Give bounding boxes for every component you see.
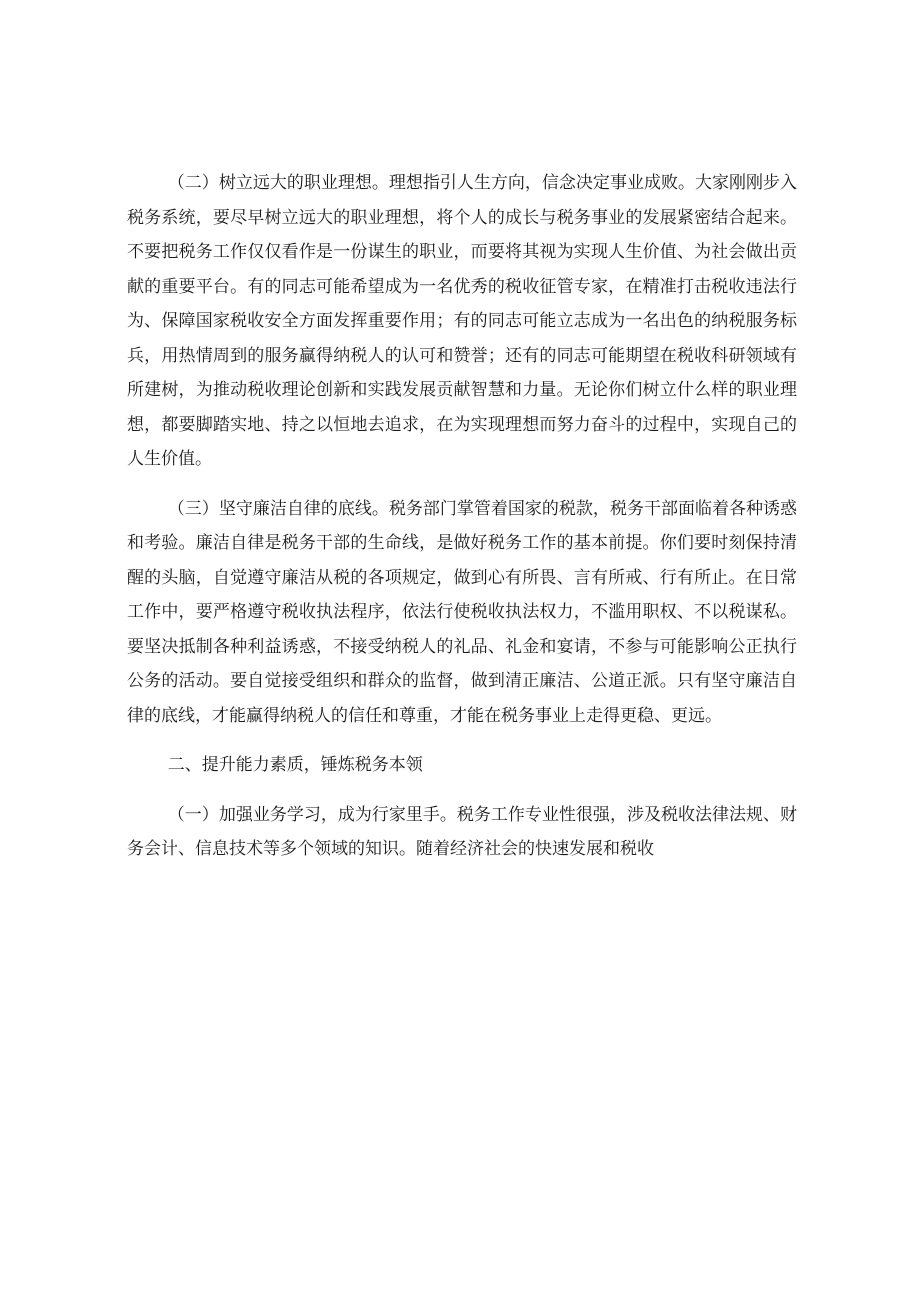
section-heading: 二、提升能力素质，锤炼税务本领 xyxy=(167,755,423,775)
document-body xyxy=(127,166,797,882)
paragraph-business-study: （一）加强业务学习，成为行家里手。税务工作专业性很强，涉及税收法律法规、财务会计、信息技术等多个领域的知识。随着经济社会的快速发展和税收 xyxy=(127,804,797,859)
paragraph-career-ideal: （二）树立远大的职业理想。理想指引人生方向，信念决定事业成败。大家刚刚步入税务系统，要尽早树立远大的职业理想，将个人的成长与税务事业的发展紧密结合起来。不要把税务工作仅仅看作是一份谋生的职业，而要将其视为实现人生价值、为社会做出贡献的重要平台。有的同志可能希望成为一名优秀的税收征管专家，在精准打击税收违法行为、保障国家税收安全方面发挥重要作用；有的同志可能立志成为一名出色的纳税服务标兵，用热情周到的服务赢得纳税人的认可和赞誉；还有的同志可能期望在税收科研领域有所建树，为推动税收理论创新和实践发展贡献智慧和力量。无论你们树立什么样的职业理想，都要脚踏实地、持之以恒地去追求，在为实现理想而努力奋斗的过程中，实现自己的人生价值。 xyxy=(127,173,797,469)
paragraph-integrity: （三）坚守廉洁自律的底线。税务部门掌管着国家的税款，税务干部面临着各种诱惑和考验。廉洁自律是税务干部的生命线，是做好税务工作的基本前提。你们要时刻保持清醒的头脑，自觉遵守廉洁从税的各项规定，做到心有所畏、言有所戒、行有所止。在日常工作中，要严格遵守税收执法程序，依法行使税收执法权力，不滥用职权、不以税谋私。要坚决抵制各种利益诱惑，不接受纳税人的礼品、礼金和宴请，不参与可能影响公正执行公务的活动。要自觉接受组织和群众的监督，做到清正廉洁、公道正派。只有坚守廉洁自律的底线，才能赢得纳税人的信任和尊重，才能在税务事业上走得更稳、更远。 xyxy=(127,498,797,726)
